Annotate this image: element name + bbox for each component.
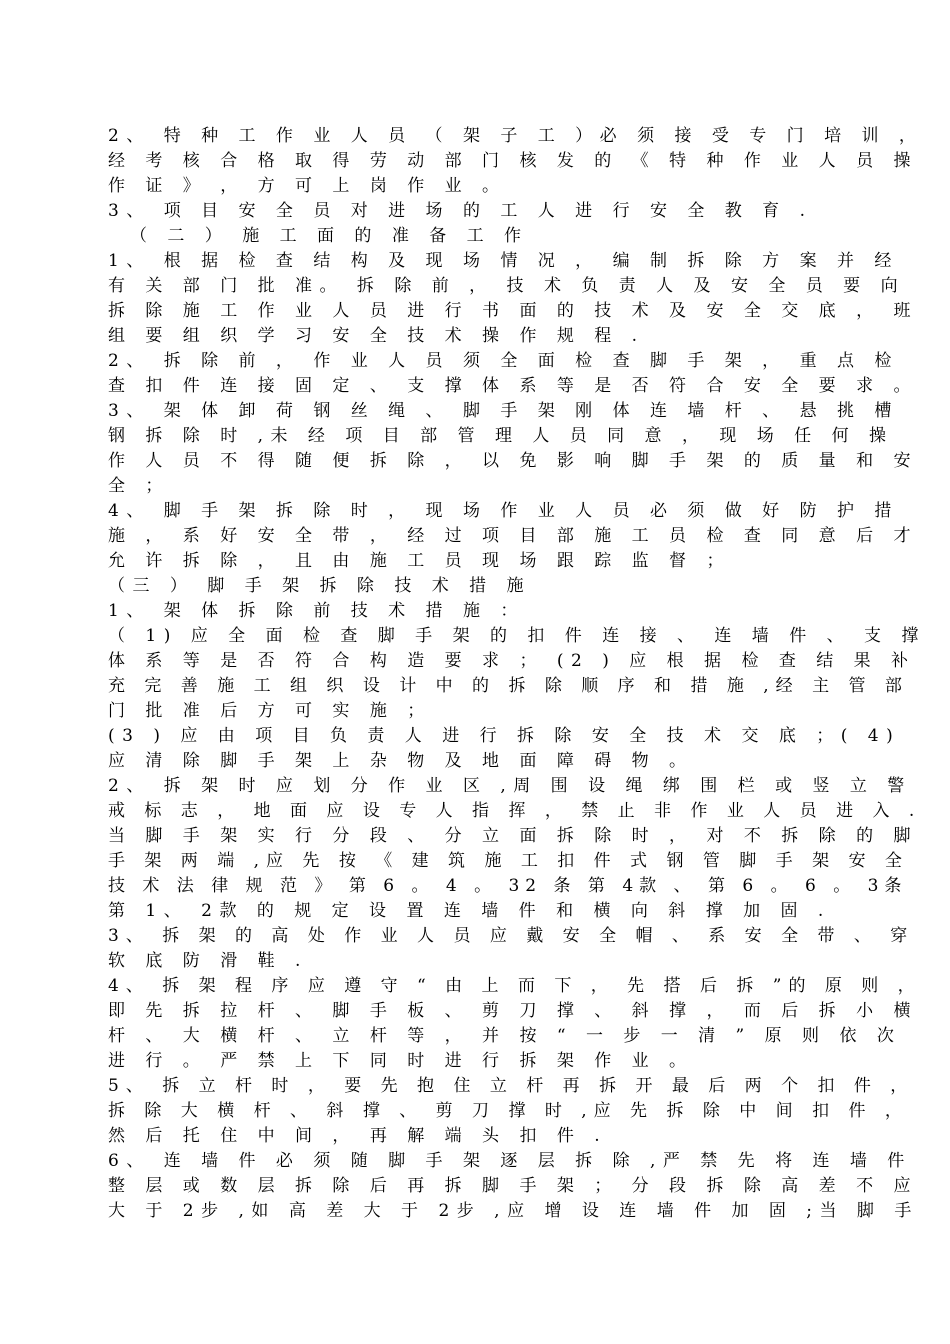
text-line: 作 证 》 ， 方 可 上 岗 作 业 。 [108,176,507,196]
text-line: 3、 架 体 卸 荷 钢 丝 绳 、 脚 手 架 刚 体 连 墙 杆 、 悬 挑 槽 [108,401,899,421]
document-body [108,124,926,1224]
text-line: 手 架 两 端 ,应 先 按 《 建 筑 施 工 扣 件 式 钢 管 脚 手 架 安 全 [108,851,909,871]
text-line: 体 系 等 是 否 符 合 构 造 要 求 ； (2 ) 应 根 据 检 查 结 果 补 [108,651,916,671]
section-heading: （ 二 ） 施 工 面 的 准 备 工 作 [130,226,529,246]
text-line: 施 ， 系 好 安 全 带 ， 经 过 项 目 部 施 工 员 检 查 同 意 后 才 [108,526,918,546]
text-line: 戒 标 志 ， 地 面 应 设 专 人 指 挥 ， 禁 止 非 作 业 人 员 进 入 . [108,801,922,821]
text-line: 进 行 。 严 禁 上 下 同 时 进 行 拆 架 作 业 。 [108,1051,694,1071]
text-line: 门 批 准 后 方 可 实 施 ； [108,701,432,721]
text-line: 查 扣 件 连 接 固 定 、 支 撑 体 系 等 是 否 符 合 安 全 要 求 。 [108,376,918,396]
text-line: 杆 、 大 横 杆 、 立 杆 等 ， 并 按 “ 一 步 一 清 ” 原 则 依 次 [108,1026,902,1046]
text-line: 2、 拆 除 前 ， 作 业 人 员 须 全 面 检 查 脚 手 架 ， 重 点 检 [108,351,899,371]
text-line: 1、 架 体 拆 除 前 技 术 措 施 ： [108,601,525,621]
text-line: 有 关 部 门 批 准。 拆 除 前 ， 技 术 负 责 人 及 安 全 员 要 向 [108,276,906,296]
text-line: 大 于 2步 ,如 高 差 大 于 2步 ,应 增 设 连 墙 件 加 固 ;当 脚 手 [108,1201,919,1221]
text-line: 整 层 或 数 层 拆 除 后 再 拆 脚 手 架 ； 分 段 拆 除 高 差 不 应 [108,1176,918,1196]
text-line: 组 要 组 织 学 习 安 全 技 术 操 作 规 程 . [108,326,645,346]
text-line: 3、 项 目 安 全 员 对 进 场 的 工 人 进 行 安 全 教 育 . [108,201,813,221]
text-line: 即 先 拆 拉 杆 、 脚 手 板 、 剪 刀 撑 、 斜 撑 ， 而 后 拆 小 横 [108,1001,918,1021]
text-line: （ 1) 应 全 面 检 查 脚 手 架 的 扣 件 连 接 、 连 墙 件 、 支 撑 [108,626,926,646]
text-line: 5、 拆 立 杆 时 ， 要 先 抱 住 立 杆 再 拆 开 最 后 两 个 扣 件 ， [108,1076,915,1096]
text-line: 全 ； [108,476,170,496]
text-line: 当 脚 手 架 实 行 分 段 、 分 立 面 拆 除 时 ， 对 不 拆 除 的 脚 [108,826,918,846]
text-line: 然 后 托 住 中 间 ， 再 解 端 头 扣 件 . [108,1126,608,1146]
text-line: 2、 特 种 工 作 业 人 员 （ 架 子 工 ）必 须 接 受 专 门 培 训 ， [108,126,924,146]
text-line: 应 清 除 脚 手 架 上 杂 物 及 地 面 障 碍 物 。 [108,751,694,771]
text-line: 1、 根 据 检 查 结 构 及 现 场 情 况 ， 编 制 拆 除 方 案 并 经 [108,251,899,271]
text-line: 拆 除 施 工 作 业 人 员 进 行 书 面 的 技 术 及 安 全 交 底 ， 班 [108,301,918,321]
section-heading: （三 ） 脚 手 架 拆 除 技 术 措 施 [108,576,532,596]
text-line: 6、 连 墙 件 必 须 随 脚 手 架 逐 层 拆 除 ,严 禁 先 将 连 墙 件 [108,1151,912,1171]
text-line: 2、 拆 架 时 应 划 分 作 业 区 ,周 围 设 绳 绑 围 栏 或 竖 立 警 [108,776,912,796]
text-line: (3 ) 应 由 项 目 负 责 人 进 行 拆 除 安 全 技 术 交 底 ；( 4) [108,726,901,746]
text-line: 充 完 善 施 工 组 织 设 计 中 的 拆 除 顺 序 和 措 施 ,经 主 管 部 [108,676,909,696]
text-line: 拆 除 大 横 杆 、 斜 撑 、 剪 刀 撑 时 ,应 先 拆 除 中 间 扣 件 ， [108,1101,909,1121]
text-line: 作 人 员 不 得 随 便 拆 除 ， 以 免 影 响 脚 手 架 的 质 量 和 安 [108,451,918,471]
text-line: 经 考 核 合 格 取 得 劳 动 部 门 核 发 的 《 特 种 作 业 人 员 操 [108,151,918,171]
text-line: 4、 拆 架 程 序 应 遵 守 “ 由 上 而 下 ， 先 搭 后 拆 ”的 原 则 ， [108,976,922,996]
text-line: 软 底 防 滑 鞋 . [108,951,308,971]
text-line: 第 1、 2款 的 规 定 设 置 连 墙 件 和 横 向 斜 撑 加 固 . [108,901,831,921]
text-line: 3、 拆 架 的 高 处 作 业 人 员 应 戴 安 全 帽 、 系 安 全 带 、 穿 [108,926,915,946]
text-line: 4、 脚 手 架 拆 除 时 ， 现 场 作 业 人 员 必 须 做 好 防 护 措 [108,501,899,521]
text-line: 允 许 拆 除 ， 且 由 施 工 员 现 场 跟 踪 监 督 ； [108,551,731,571]
text-line: 技 术 法 律 规 范 》 第 6 。 4 。 32 条 第 4款 、 第 6 。 6 。 3条 [108,876,908,896]
text-line: 钢 拆 除 时 ,未 经 项 目 部 管 理 人 员 同 意 ， 现 场 任 何 操 [108,426,894,446]
